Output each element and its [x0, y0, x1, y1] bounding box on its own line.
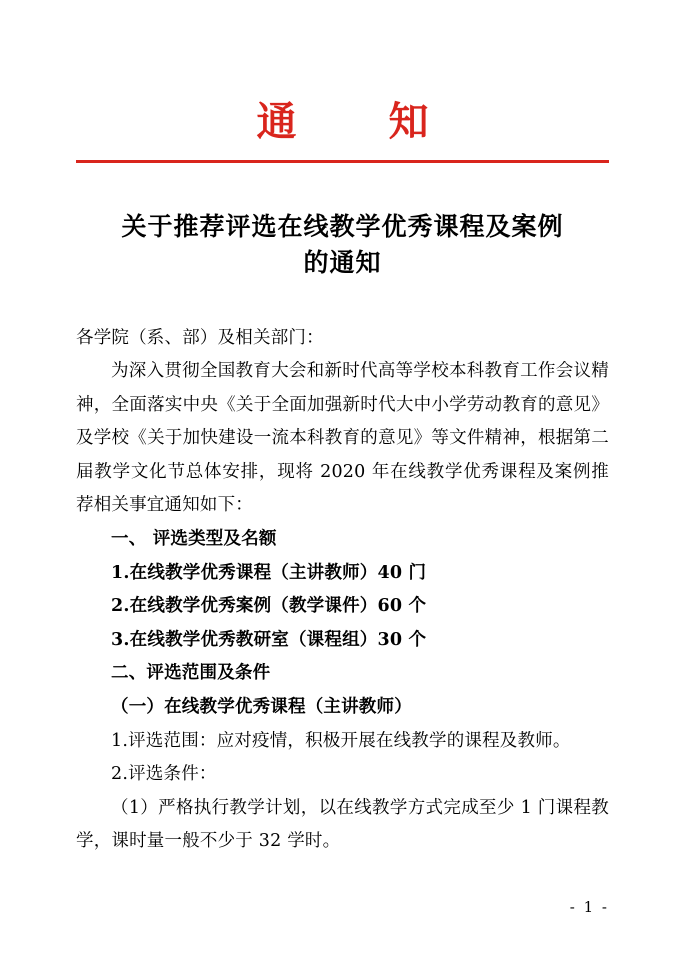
heading-section-1: 一、 评选类型及名额	[111, 529, 277, 550]
page-title	[76, 209, 609, 282]
paragraph-intro: 为深入贯彻全国教育大会和新时代高等学校本科教育工作会议精神，全面落实中央《关于全面加强新时代大中小学劳动教育的意见》及学校《关于加快建设一流本科教育的意见》等文件精神，根据第二届教学文化节总体安排，现将 2020 年在线教学优秀课程及案例推荐相关事宜通知如下：	[76, 361, 609, 516]
masthead-divider	[76, 160, 609, 163]
paragraph-conditions: 2.评选条件：	[111, 764, 217, 785]
paragraph-salutation: 各学院（系、部）及相关部门：	[76, 327, 324, 348]
list-item-1-2: 2.在线教学优秀案例（教学课件）60 个	[111, 596, 427, 617]
heading-section-2: 二、评选范围及条件	[111, 663, 271, 684]
paragraph-scope: 1.评选范围：应对疫情，积极开展在线教学的课程及教师。	[111, 730, 571, 751]
page-title-line-1: 关于推荐评选在线教学优秀课程及案例	[121, 212, 564, 241]
masthead-title: 通 知	[256, 98, 455, 145]
masthead	[76, 0, 609, 163]
page-number: - 1 -	[569, 898, 609, 916]
list-item-1-1: 1.在线教学优秀课程（主讲教师）40 门	[111, 562, 427, 583]
page-title-line-2: 的通知	[303, 248, 382, 278]
paragraph-condition-1: （1）严格执行教学计划，以在线教学方式完成至少 1 门课程教学，课时量一般不少于 32 学时。	[76, 797, 609, 852]
document-body	[76, 322, 609, 860]
heading-section-2-sub-1: （一）在线教学优秀课程（主讲教师）	[111, 697, 412, 718]
list-item-1-3: 3.在线教学优秀教研室（课程组）30 个	[111, 629, 427, 650]
